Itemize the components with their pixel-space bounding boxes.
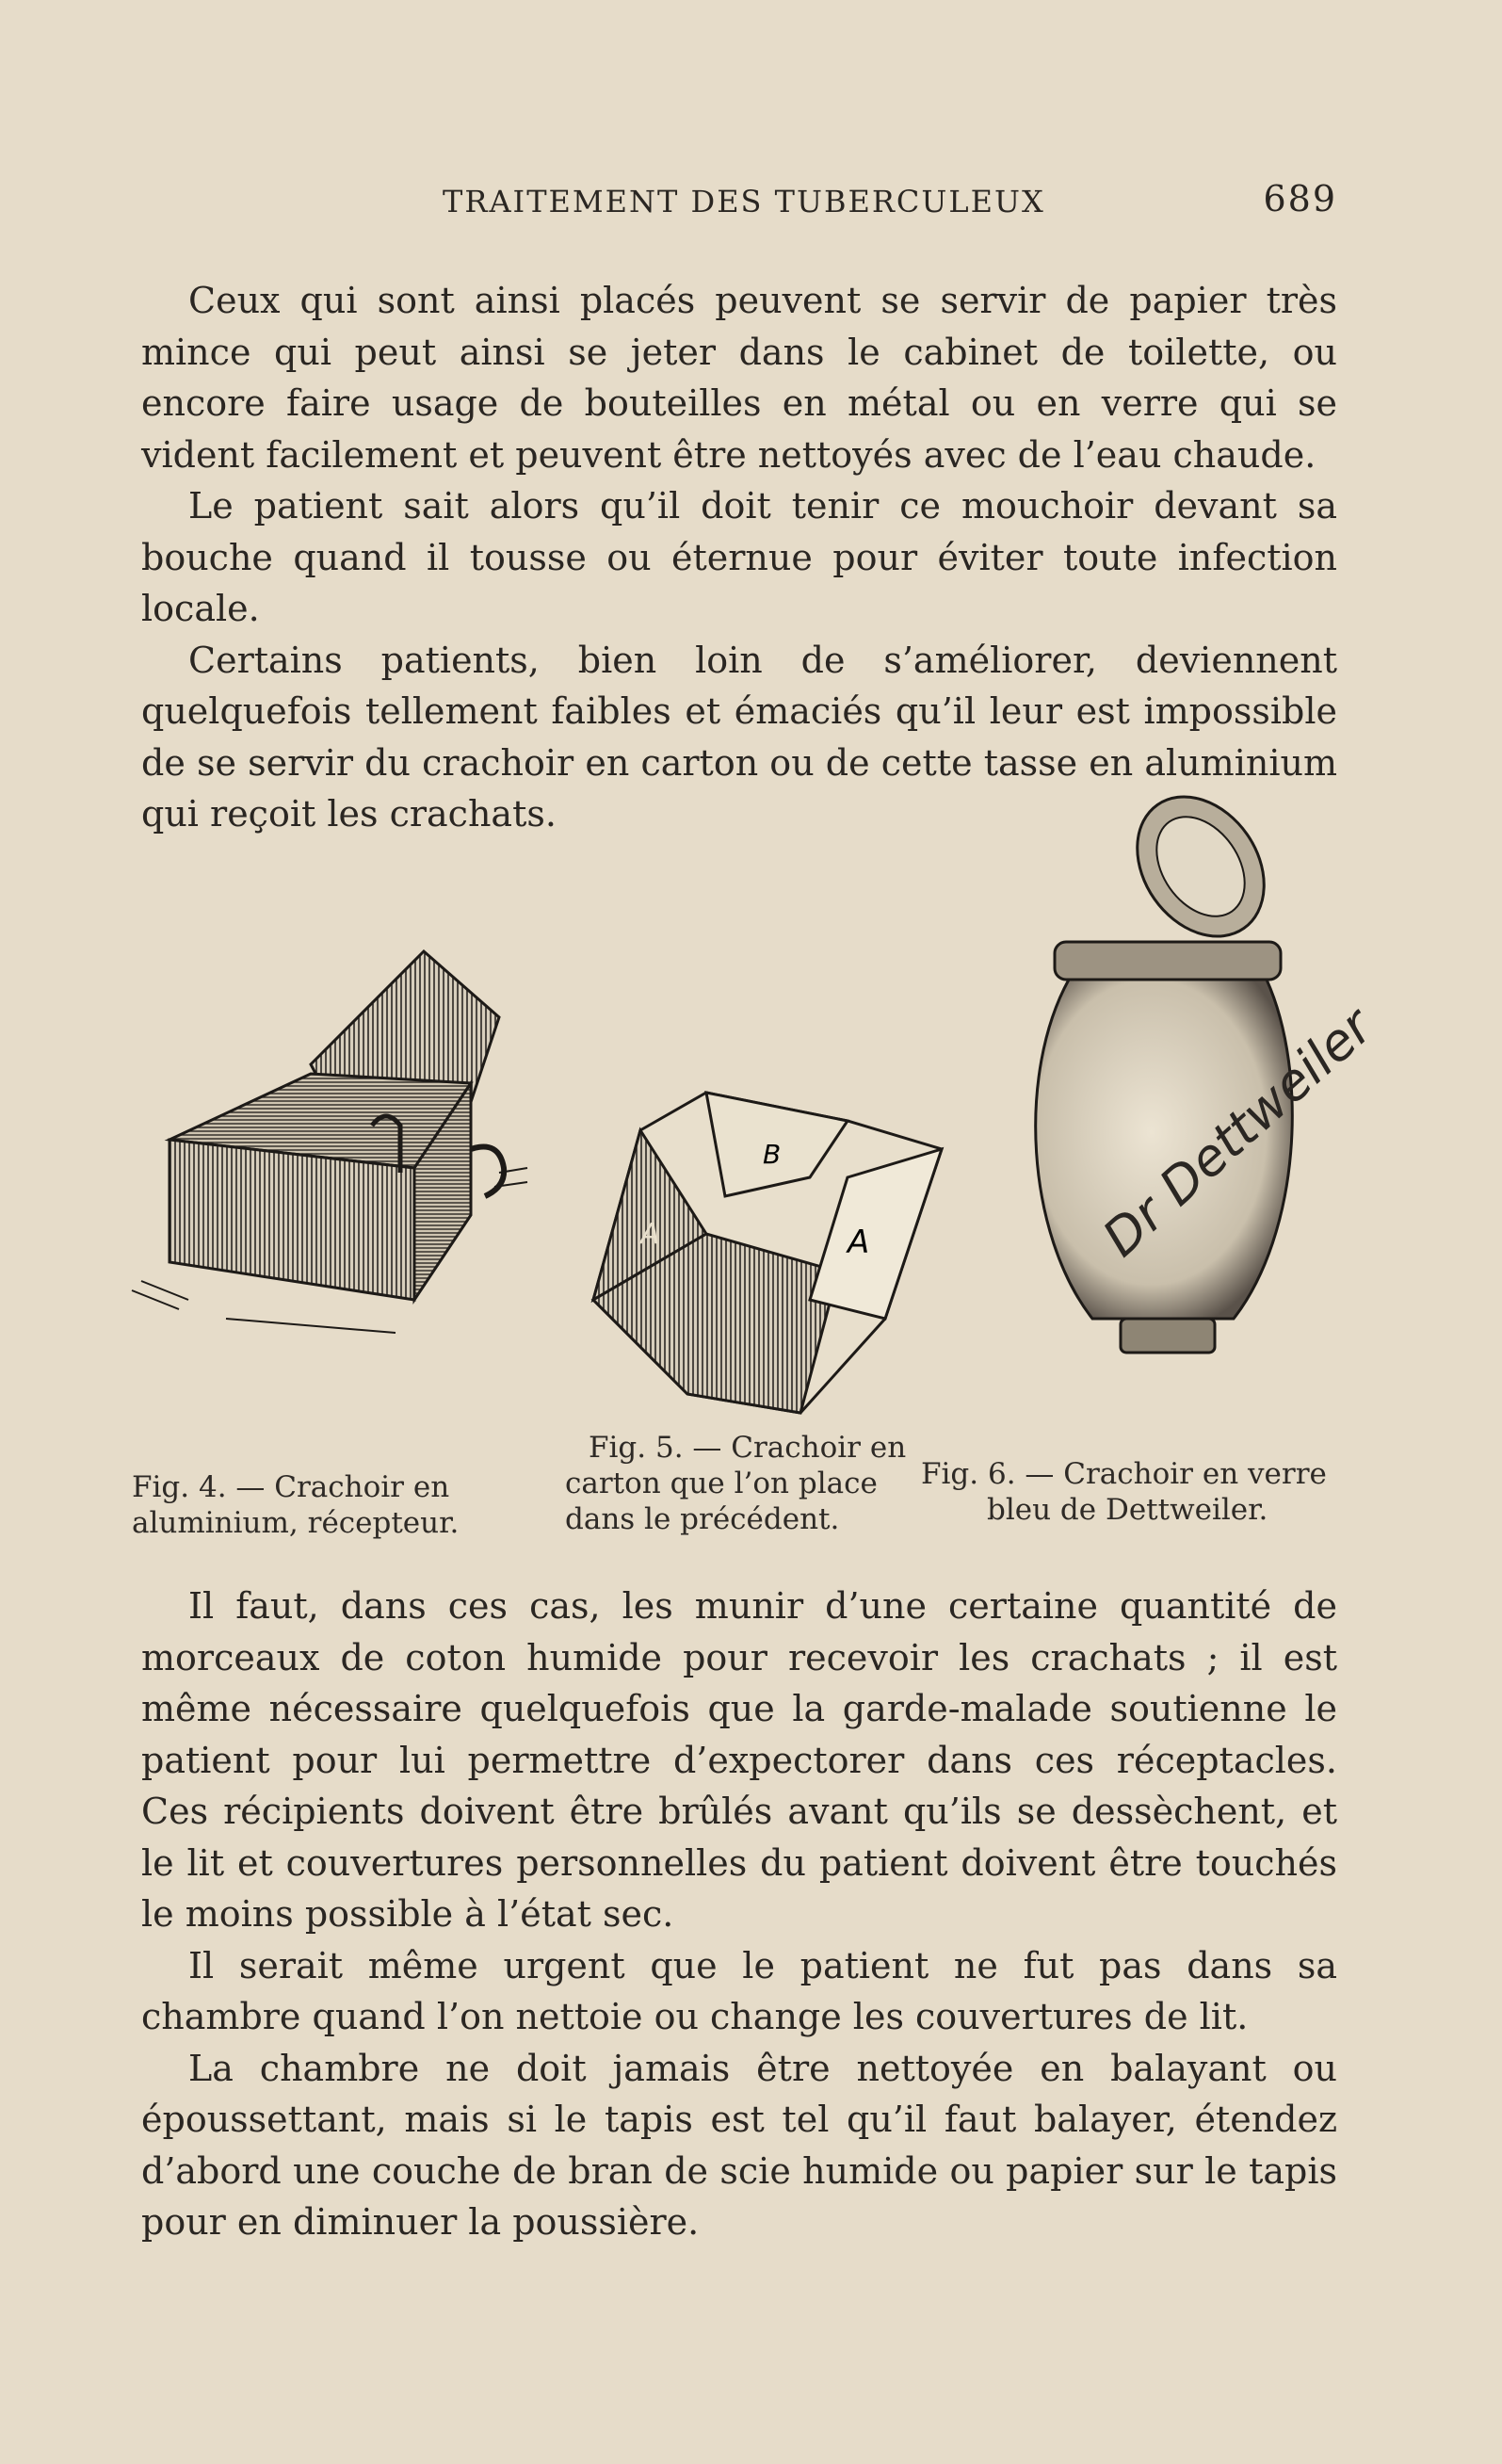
- paragraph: Il faut, dans ces cas, les munir d’une certaine quantité de morceaux de coton humide pour recevoir les crachats ; il est même nécessaire quelquefois que la garde-malade soutienne le patient pour lui permettre d’expectorer dans ces réceptacles. Ces récipients doivent être brûlés avant qu’ils se dessèchent, et le lit et couvertures personnelles du patient doivent être touchés le moins possible à l’état sec.: [141, 1585, 1337, 1935]
- running-title: TRAITEMENT DES TUBERCULEUX: [443, 184, 1045, 219]
- flap-label-a: A: [848, 1224, 870, 1261]
- page-number: 689: [1263, 178, 1337, 219]
- caption-line: carton que l’on place: [565, 1467, 878, 1500]
- caption-line: Fig. 4. — Crachoir en: [132, 1470, 450, 1504]
- paragraph: Certains patients, bien loin de s’améliorer, deviennent quelquefois tellement faibles et émaciés qu’il leur est impossible de se servir du crachoir en carton ou de cette tasse en aluminium qui reçoit les crachats.: [141, 639, 1337, 835]
- caption-line: aluminium, récepteur.: [132, 1506, 460, 1540]
- glass-bottle-illustration: [1017, 791, 1384, 1451]
- figure-5-caption: [565, 1430, 906, 1537]
- text-block-top: [141, 275, 1337, 840]
- caption-line: Fig. 6. — Crachoir en verre: [921, 1457, 1327, 1491]
- caption-line: dans le précédent.: [565, 1502, 840, 1536]
- figure-6-caption: [921, 1456, 1327, 1528]
- bottle-script: Dr Dettweiler: [1090, 996, 1384, 1269]
- flap-label-b: B: [763, 1139, 782, 1170]
- carton-cup-illustration: [584, 1093, 961, 1432]
- paragraph: Le patient sait alors qu’il doit tenir ce mouchoir devant sa bouche quand il tousse ou éternue pour éviter toute infection locale.: [141, 485, 1337, 629]
- text-block-bottom: [141, 1581, 1337, 2248]
- figure-group: [113, 791, 1384, 1564]
- paragraph: La chambre ne doit jamais être nettoyée en balayant ou époussettant, mais si le tapis est tel qu’il faut balayer, étendez d’abord une couche de bran de scie humide ou papier sur le tapis pour en diminuer la poussière.: [141, 2047, 1337, 2243]
- caption-line: bleu de Dettweiler.: [987, 1493, 1268, 1527]
- caption-line: Fig. 5. — Crachoir en: [589, 1431, 907, 1465]
- paragraph: Ceux qui sont ainsi placés peuvent se servir de papier très mince qui peut ainsi se jeter dans le cabinet de toilette, ou encore faire usage de bouteilles en métal ou en verre qui se vident facilement et peuvent être nettoyés avec de l’eau chaude.: [141, 280, 1337, 476]
- figure-4-caption: [132, 1469, 459, 1541]
- flap-label-a: A: [640, 1218, 660, 1251]
- paragraph: Il serait même urgent que le patient ne fut pas dans sa chambre quand l’on nettoie ou change les couvertures de lit.: [141, 1944, 1337, 2037]
- aluminium-box-illustration: [113, 942, 565, 1337]
